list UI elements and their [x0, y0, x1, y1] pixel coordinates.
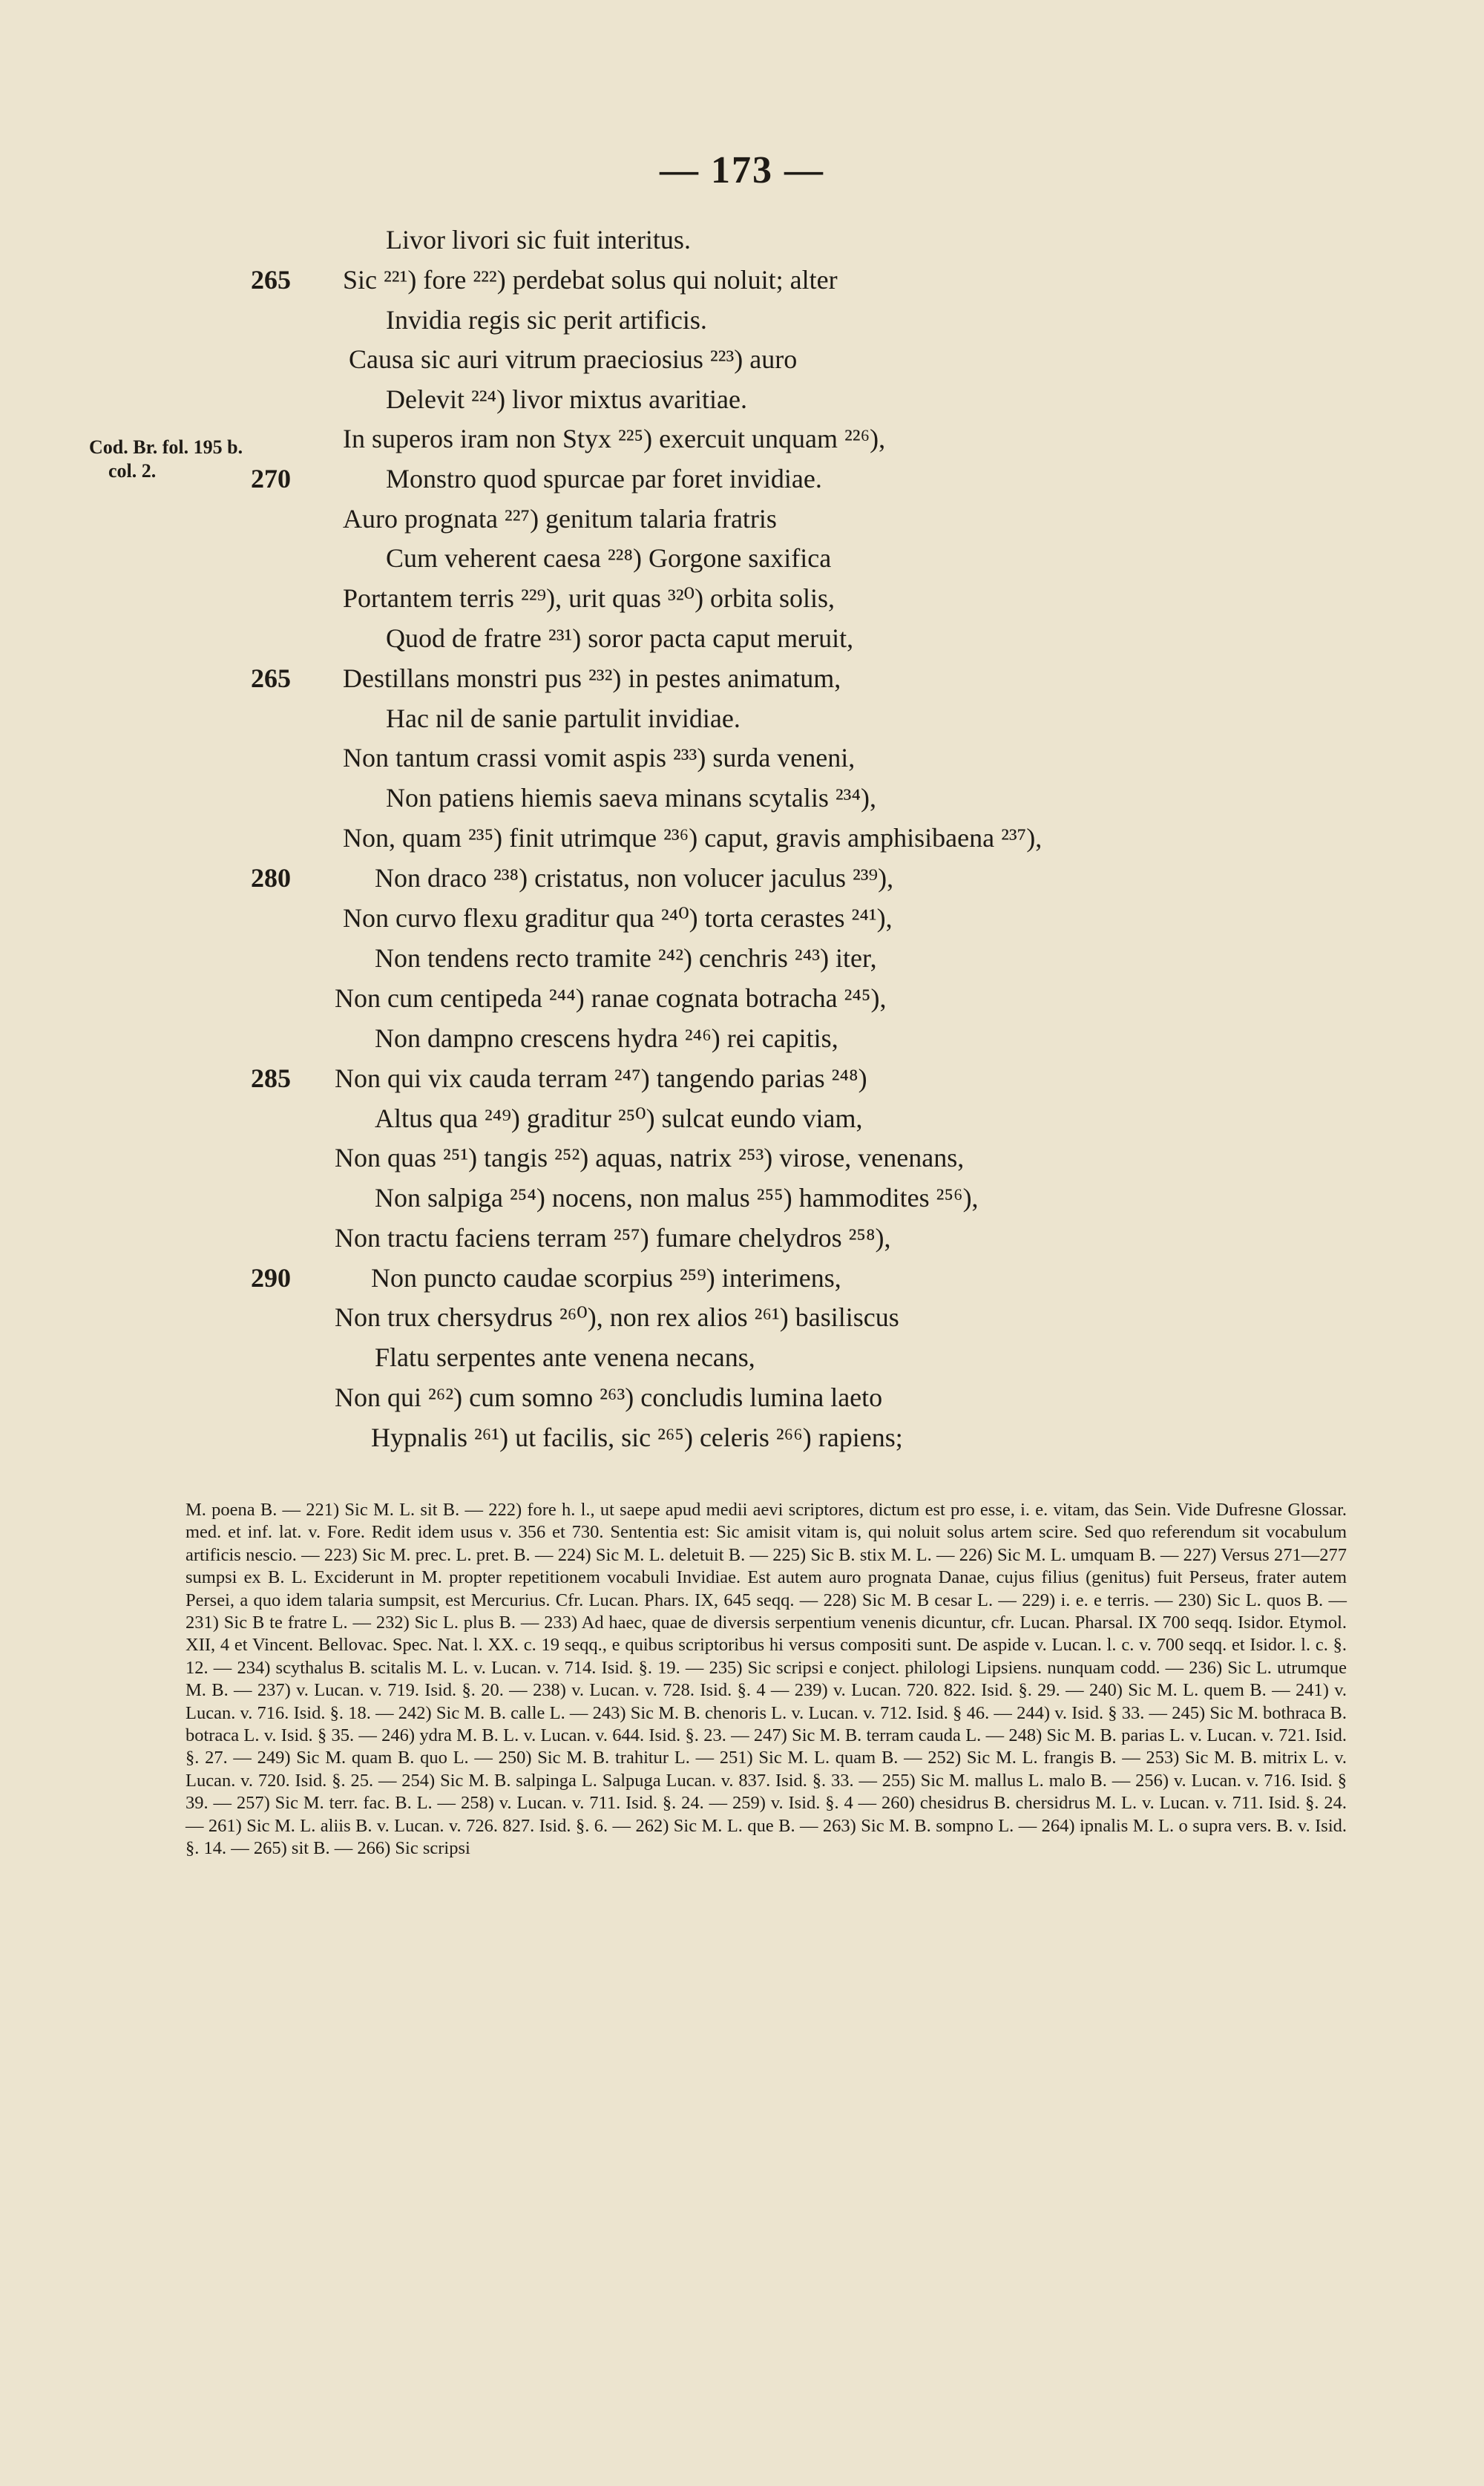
verse-number: 285	[251, 1063, 291, 1093]
page-number: — 173 —	[660, 149, 824, 191]
verse-line: In superos iram non Styx ²²⁵) exercuit unquam ²²⁶),	[343, 424, 886, 453]
verse-number: 265	[251, 663, 291, 693]
verse-line: Destillans monstri pus ²³²) in pestes animatum,	[343, 663, 841, 693]
verse-line: Causa sic auri vitrum praeciosius ²²³) auro	[349, 344, 798, 374]
verse-line: Non draco ²³⁸) cristatus, non volucer jaculus ²³⁹),	[375, 863, 894, 893]
verse-line: Non, quam ²³⁵) finit utrimque ²³⁶) caput, gravis amphisibaena ²³⁷),	[343, 823, 1043, 853]
verse-line: Non salpiga ²⁵⁴) nocens, non malus ²⁵⁵) hammodites ²⁵⁶),	[375, 1183, 979, 1213]
verse-line: Monstro quod spurcae par foret invidiae.	[386, 464, 822, 493]
verse-line: Non puncto caudae scorpius ²⁵⁹) interimens,	[371, 1263, 841, 1293]
verse-line: Quod de fratre ²³¹) soror pacta caput meruit,	[386, 623, 854, 653]
footnote-text: M. poena B. — 221) Sic M. L. sit B. — 222) fore h. l., ut saepe apud medii aevi scriptores, dictum est pro esse, i. e. vitam, das Sein. Vide Dufresne Glossar. med. et inf. lat. v. Fore. Redit idem usus v. 356 et 730. Sententia est: Sic amisit vitam is, qui noluit solus artem scire. Sed quo referendum sit vocabulum artificis nescio. — 223) Sic M. prec. L. pret. B. — 224) Sic M. L. deletuit B. — 225) Sic B. stix M. L. — 226) Sic M. L. umquam B. — 227) Versus 271—277 sumpsi ex B. L. Exciderunt in M. propter repetitionem vocabuli Invidiae. Est autem auro prognata Danae, cujus filius (genitus) fuit Perseus, frater autem Persei, a quo idem talaria sumpsit, est Mercurius. Cfr. Lucan. Phars. IX, 645 seqq. — 228) Sic M. B cesar L. — 229) i. e. e terris. — 230) Sic L. quos B. — 231) Sic B te fratre L. — 232) Sic L. plus B. — 233) Ad haec, quae de diversis serpentium venenis dicuntur, cfr. Lucan. Pharsal. IX 700 seqq. Isidor. Etymol. XII, 4 et Vincent. Bellovac. Spec. Nat. l. XX. c. 19 seqq., e quibus scriptoribus hi versus compositi sunt. De aspide v. Lucan. l. c. v. 700 seqq. et Isidor. l. c. §. 12. — 234) scythalus B. scitalis M. L. v. Lucan. v. 714. Isid. §. 19. — 235) Sic scripsi e conject. philologi Lipsiens. nunquam codd. — 236) Sic L. utrumque M. B. — 237) v. Lucan. v. 719. Isid. §. 20. — 238) v. Lucan. v. 728. Isid. §. 4 — 239) v. Lucan. 720. 822. Isid. §. 29. — 240) Sic M. L. quem B. — 241) v. Lucan. v. 716. Isid. §. 18. — 242) Sic M. B. calle L. — 243) Sic M. B. chenoris L. v. Lucan. v. 712. Isid. § 46. — 244) v. Isid. § 33. — 245) Sic M. bothraca B. botraca L. v. Isid. § 35. — 246) ydra M. B. L. v. Lucan. v. 644. Isid. §. 23. — 247) Sic M. B. terram cauda L. — 248) Sic M. B. parias L. v. Lucan. v. 721. Isid. §. 27. — 249) Sic M. quam B. quo L. — 250) Sic M. B. trahitur L. — 251) Sic M. L. quam B. — 252) Sic M. L. frangis B. — 253) Sic M. B. mitrix L. v. Lucan. v. 720. Isid. §. 25. — 254) Sic M. B. salpinga L. Salpuga Lucan. v. 837. Isid. §. 33. — 255) Sic M. mallus L. malo B. — 256) v. Lucan. v. 716. Isid. § 39. — 257) Sic M. terr. fac. B. L. — 258) v. Lucan. v. 711. Isid. §. 24. — 259) v. Isid. §. 4 — 260) chesidrus B. chersidrus M. L. v. Lucan. v. 711. Isid. §. 24. — 261) Sic M. L. aliis B. v. Lucan. v. 726. 827. Isid. §. 6. — 262) Sic M. L. que B. — 263) Sic M. B. sompno L. — 264) ipnalis M. L. o supra vers. B. v. Isid. §. 14. — 265) sit B. — 266) Sic scripsi	[186, 1500, 1347, 1859]
verse-number: 290	[251, 1263, 291, 1293]
verse-line: Non curvo flexu graditur qua ²⁴⁰) torta cerastes ²⁴¹),	[343, 903, 893, 933]
verse-line: Non patiens hiemis saeva minans scytalis ²³⁴),	[386, 783, 877, 813]
verse-line: Flatu serpentes ante venena necans,	[375, 1342, 755, 1372]
verse-line: Hac nil de sanie partulit invidiae.	[386, 704, 741, 733]
verse-line: Non tantum crassi vomit aspis ²³³) surda veneni,	[343, 743, 856, 773]
margin-note	[89, 436, 243, 483]
verse-line: Invidia regis sic perit artificis.	[386, 305, 707, 335]
verse-line: Livor livori sic fuit interitus.	[386, 225, 691, 255]
verse-number: 270	[251, 464, 291, 493]
verse-line: Cum veherent caesa ²²⁸) Gorgone saxifica	[386, 543, 832, 573]
verse-line: Non tractu faciens terram ²⁵⁷) fumare chelydros ²⁵⁸),	[335, 1223, 891, 1253]
verse-number: 265	[251, 265, 291, 295]
verse-line: Portantem terris ²²⁹), urit quas ³²⁰) orbita solis,	[343, 583, 835, 613]
verse-line: Sic ²²¹) fore ²²²) perdebat solus qui noluit; alter	[343, 265, 838, 295]
footnotes	[186, 1499, 1347, 1860]
margin-note-line: col. 2.	[108, 460, 157, 482]
verse-line: Non qui vix cauda terram ²⁴⁷) tangendo parias ²⁴⁸)	[335, 1063, 867, 1093]
margin-note-line: Cod. Br. fol. 195 b.	[89, 436, 243, 458]
verse-number: 280	[251, 863, 291, 893]
verse-line: Non tendens recto tramite ²⁴²) cenchris ²⁴³) iter,	[375, 943, 877, 973]
verse-line: Hypnalis ²⁶¹) ut facilis, sic ²⁶⁵) celeris ²⁶⁶) rapiens;	[371, 1423, 903, 1452]
verse-line: Non dampno crescens hydra ²⁴⁶) rei capitis,	[375, 1023, 838, 1053]
verse-line: Non trux chersydrus ²⁶⁰), non rex alios ²⁶¹) basiliscus	[335, 1302, 899, 1332]
verse-line: Auro prognata ²²⁷) genitum talaria fratris	[343, 504, 777, 534]
verse-line: Delevit ²²⁴) livor mixtus avaritiae.	[386, 384, 748, 414]
verse-line: Non qui ²⁶²) cum somno ²⁶³) concludis lumina laeto	[335, 1383, 883, 1412]
verse-line: Altus qua ²⁴⁹) graditur ²⁵⁰) sulcat eundo viam,	[375, 1103, 863, 1133]
verse-line: Non quas ²⁵¹) tangis ²⁵²) aquas, natrix ²⁵³) virose, venenans,	[335, 1143, 965, 1173]
verse-line: Non cum centipeda ²⁴⁴) ranae cognata botracha ²⁴⁵),	[335, 983, 887, 1013]
